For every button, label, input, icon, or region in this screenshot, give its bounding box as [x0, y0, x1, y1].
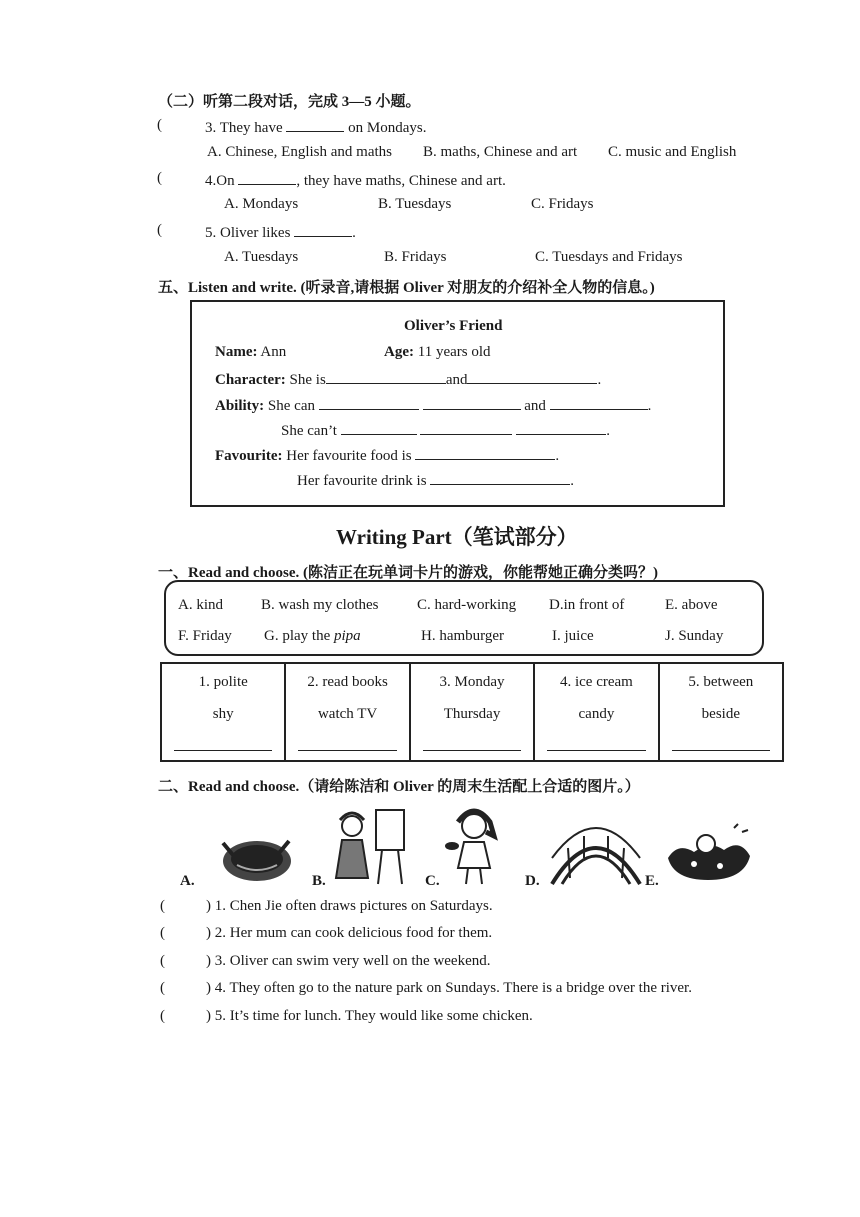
q4-option-b: B. Tuesdays: [378, 196, 452, 212]
question-4-text-end: , they have maths, Chinese and art.: [296, 173, 506, 189]
category-5-word-1: 5. between: [688, 674, 754, 690]
word-card-g-text: G. play the: [264, 628, 331, 644]
answer-paren-w2-4[interactable]: (: [160, 980, 165, 996]
listening-part2-header: （二）听第二段对话，完成 3—5 小题。: [158, 94, 421, 110]
q3-option-b: B. maths, Chinese and art: [423, 144, 578, 160]
question-3-text-end: on Mondays.: [348, 120, 427, 136]
blank-cant-3[interactable]: [516, 420, 606, 435]
ability-text: She can: [267, 398, 315, 414]
answer-paren-q5[interactable]: (: [157, 222, 162, 238]
q5-option-b: B. Fridays: [384, 249, 447, 265]
word-card-e: E. above: [665, 597, 718, 613]
q4-option-a: A. Mondays: [224, 196, 299, 212]
blank-q4[interactable]: [238, 170, 296, 185]
blank-q5[interactable]: [294, 222, 352, 237]
q4-option-c: C. Fridays: [531, 196, 594, 212]
q3-option-c: C. music and English: [608, 144, 737, 160]
blank-food[interactable]: [415, 445, 555, 460]
drink-row: [297, 470, 574, 490]
category-3-word-2: Thursday: [443, 706, 501, 722]
food-text: Her favourite food is: [286, 448, 412, 464]
cant-row: [281, 420, 610, 440]
category-4-word-1: 4. ice cream: [559, 674, 633, 690]
character-label: Character:: [215, 372, 286, 388]
category-cell-3: [411, 664, 535, 760]
cant-text: She can’t: [281, 423, 337, 439]
drink-text: Her favourite drink is: [297, 473, 427, 489]
w2-question-4: ) 4. They often go to the nature park on Sundays. There is a bridge over the river.: [206, 980, 692, 996]
category-2-word-2: watch TV: [317, 706, 378, 722]
question-4-text: 4.On: [205, 173, 235, 189]
ability-row: [215, 395, 651, 415]
category-cell-5: [660, 664, 782, 760]
question-4: [205, 170, 506, 190]
writing-q1-header: 一、Read and choose. (陈洁正在玩单词卡片的游戏，你能帮她正确分类吗？): [158, 565, 659, 581]
q5-option-c: C. Tuesdays and Fridays: [535, 249, 683, 265]
blank-q3[interactable]: [286, 117, 344, 132]
w2-question-2: ) 2. Her mum can cook delicious food for them.: [206, 925, 493, 941]
blank-drink[interactable]: [430, 470, 570, 485]
category-5-word-2: beside: [701, 706, 740, 722]
category-1-word-1: 1. polite: [198, 674, 248, 690]
blank-character-2[interactable]: [467, 369, 597, 384]
blank-character-1[interactable]: [326, 369, 446, 384]
roast-chicken-icon: [217, 825, 295, 887]
period: .: [570, 473, 575, 489]
and-word: and: [445, 372, 468, 388]
category-cell-1: [162, 664, 286, 760]
writing-q2-header: 二、Read and choose.（请给陈洁和 Oliver 的周末生活配上合适的图片。）: [158, 779, 640, 795]
question-5: [205, 222, 356, 242]
answer-paren-w2-2[interactable]: (: [160, 925, 165, 941]
category-5-answer-line[interactable]: [672, 750, 770, 751]
blank-ability-1[interactable]: [319, 395, 419, 410]
category-2-answer-line[interactable]: [298, 750, 396, 751]
category-cell-4: [535, 664, 659, 760]
pic-label-a: A.: [180, 873, 195, 889]
period: .: [597, 372, 602, 388]
and-word: and: [524, 398, 546, 414]
answer-paren-w2-3[interactable]: (: [160, 953, 165, 969]
word-card-h: H. hamburger: [421, 628, 505, 644]
w2-question-1: ) 1. Chen Jie often draws pictures on Saturdays.: [206, 898, 493, 914]
period: .: [606, 423, 610, 439]
category-3-word-1: 3. Monday: [439, 674, 505, 690]
answer-paren-q4[interactable]: (: [157, 170, 162, 186]
girl-painting-icon: [330, 806, 410, 888]
name-value: Ann: [260, 344, 287, 360]
card-title: Oliver’s Friend: [404, 318, 503, 334]
category-cell-2: [286, 664, 410, 760]
word-card-d: D.in front of: [549, 597, 625, 613]
question-5-text: 5. Oliver likes: [205, 225, 291, 241]
swimming-icon: [664, 822, 754, 886]
pic-label-e: E.: [645, 873, 659, 889]
blank-ability-3[interactable]: [550, 395, 648, 410]
period: .: [555, 448, 560, 464]
question-5-text-end: .: [352, 225, 356, 241]
word-card-f: F. Friday: [178, 628, 232, 644]
age-row: [384, 344, 491, 361]
section5-header: 五、Listen and write. (听录音,请根据 Oliver 对朋友的介绍补全人物的信息。): [158, 280, 655, 296]
name-label: Name:: [215, 344, 258, 360]
blank-ability-2[interactable]: [423, 395, 521, 410]
category-2-word-1: 2. read books: [307, 674, 388, 690]
word-card-c: C. hard-working: [417, 597, 517, 613]
age-value: 11 years old: [417, 344, 491, 360]
period: .: [647, 398, 652, 414]
category-4-word-2: candy: [578, 706, 615, 722]
bridge-icon: [548, 818, 644, 888]
answer-paren-w2-1[interactable]: (: [160, 898, 165, 914]
pic-label-b: B.: [312, 873, 326, 889]
answer-paren-w2-5[interactable]: (: [160, 1008, 165, 1024]
word-card-a: A. kind: [178, 597, 223, 613]
pic-label-d: D.: [525, 873, 540, 889]
w2-question-5: ) 5. It’s time for lunch. They would like some chicken.: [206, 1008, 533, 1024]
age-label: Age:: [384, 344, 414, 360]
q5-option-a: A. Tuesdays: [224, 249, 299, 265]
word-card-g: [264, 628, 361, 645]
category-1-word-2: shy: [212, 706, 234, 722]
question-3-text: 3. They have: [205, 120, 283, 136]
category-4-answer-line[interactable]: [547, 750, 645, 751]
word-card-g-pipa: pipa: [333, 628, 361, 644]
favourite-label: Favourite:: [215, 448, 283, 464]
word-card-i: I. juice: [552, 628, 594, 644]
blank-cant-2[interactable]: [420, 420, 512, 435]
category-table: [160, 662, 784, 762]
word-card-b: B. wash my clothes: [261, 597, 379, 613]
character-text: She is: [289, 372, 326, 388]
q3-option-a: A. Chinese, English and maths: [207, 144, 392, 160]
character-row: [215, 369, 601, 389]
answer-paren-q3[interactable]: (: [157, 117, 162, 133]
word-card-j: J. Sunday: [665, 628, 724, 644]
category-1-answer-line[interactable]: [174, 750, 272, 751]
ability-label: Ability:: [215, 398, 265, 414]
blank-cant-1[interactable]: [341, 420, 417, 435]
name-row: [215, 344, 286, 361]
pic-label-c: C.: [425, 873, 440, 889]
writing-part-title: Writing Part（笔试部分）: [336, 525, 578, 549]
w2-question-3: ) 3. Oliver can swim very well on the weekend.: [206, 953, 491, 969]
category-3-answer-line[interactable]: [423, 750, 521, 751]
food-row: [215, 445, 559, 465]
question-3: [205, 117, 426, 137]
girl-cooking-icon: [440, 806, 510, 888]
